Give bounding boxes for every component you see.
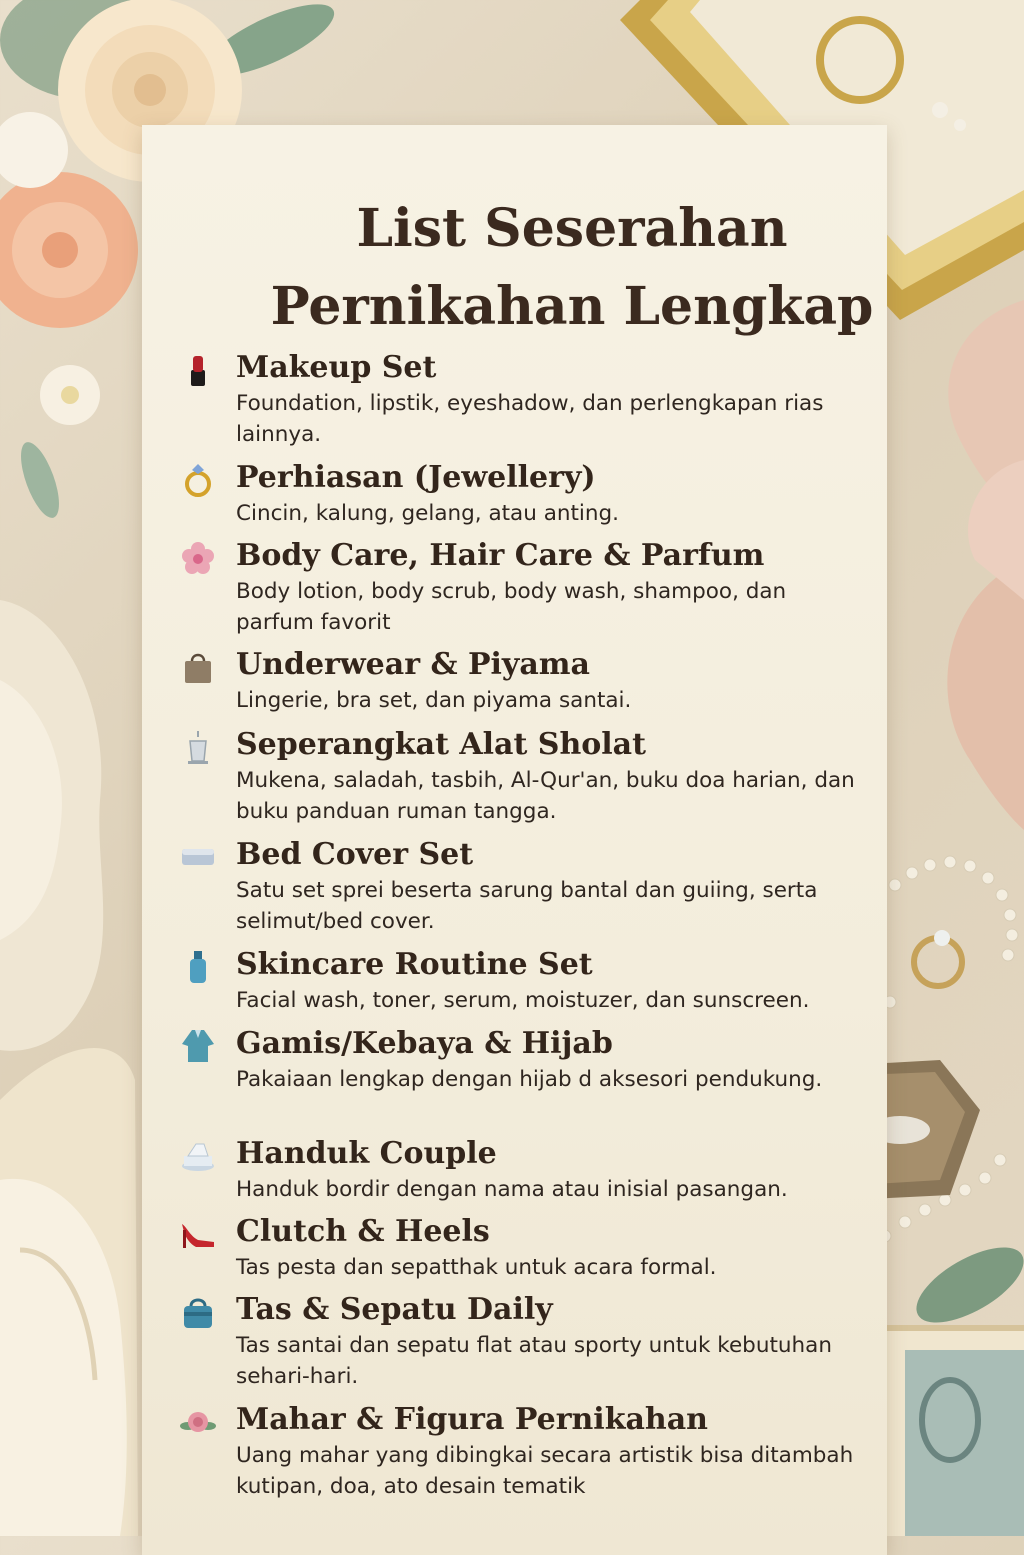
- item-title: Underwear & Piyama: [236, 647, 590, 682]
- bottle-icon: [178, 947, 218, 987]
- title-line-2: Pernikahan Lengkap: [270, 276, 874, 337]
- title-line-1: List Seserahan: [356, 198, 788, 259]
- towel-icon: [178, 1136, 218, 1176]
- item-description: Tas santai dan sepatu flat atau sporty untuk kebutuhan sehari-hari.: [236, 1333, 832, 1389]
- item-title: Mahar & Figura Pernikahan: [236, 1402, 708, 1437]
- cream-cloth: [0, 600, 103, 1051]
- item-title: Handuk Couple: [236, 1136, 497, 1171]
- gold-ring: [914, 930, 962, 986]
- item-title: Clutch & Heels: [236, 1214, 490, 1249]
- list-item-skincare: [178, 945, 868, 1024]
- rose-icon: [178, 1402, 218, 1442]
- item-title: Makeup Set: [236, 350, 437, 385]
- item-title: Body Care, Hair Care & Parfum: [236, 538, 765, 573]
- list-item-perhiasan: [178, 458, 868, 536]
- cream-heel-decoration: [0, 1048, 138, 1536]
- photo-frame: [880, 1328, 1024, 1536]
- page-title: [142, 190, 1002, 346]
- silk-ribbon: [947, 300, 1024, 830]
- dress-icon: [178, 1026, 218, 1066]
- item-title: Gamis/Kebaya & Hijab: [236, 1026, 613, 1061]
- bed-cover-icon: [178, 837, 218, 877]
- ring-icon: [178, 460, 218, 500]
- lipstick-icon: [178, 350, 218, 390]
- item-description: Uang mahar yang dibingkai secara artistik bisa ditambah kutipan, doa, ato desain tematik: [236, 1443, 854, 1499]
- bag-icon: [178, 647, 218, 687]
- list-item-alat-sholat: [178, 725, 868, 835]
- item-title: Seperangkat Alat Sholat: [236, 727, 646, 762]
- list-item-mahar-figura: [178, 1400, 868, 1540]
- list-item-body-care: [178, 536, 868, 645]
- seserahan-list: [178, 348, 868, 1540]
- item-description: Foundation, lipstik, eyeshadow, dan perlengkapan rias lainnya.: [236, 391, 824, 447]
- list-item-underwear: [178, 645, 868, 725]
- item-title: Tas & Sepatu Daily: [236, 1292, 553, 1327]
- list-item-clutch-heels: [178, 1212, 868, 1290]
- lantern-icon: [178, 727, 218, 767]
- item-description: Body lotion, body scrub, body wash, shampoo, dan parfum favorit: [236, 579, 787, 635]
- item-description: Tas pesta dan sepatthak untuk acara formal.: [236, 1255, 717, 1280]
- item-description: Pakaiaan lengkap dengan hijab d aksesori pendukung.: [236, 1067, 823, 1092]
- list-item-tas-sepatu: [178, 1290, 868, 1400]
- item-description: Handuk bordir dengan nama atau inisial pasangan.: [236, 1177, 788, 1202]
- flower-icon: [178, 538, 218, 578]
- heel-icon: [178, 1214, 218, 1254]
- list-item-bed-cover: [178, 835, 868, 945]
- item-description: Lingerie, bra set, dan piyama santai.: [236, 688, 632, 713]
- item-description: Cincin, kalung, gelang, atau anting.: [236, 501, 620, 526]
- list-item-makeup-set: [178, 348, 868, 458]
- list-item-handuk: [178, 1134, 868, 1212]
- item-description: Facial wash, toner, serum, moistuzer, dan sunscreen.: [236, 988, 810, 1013]
- handbag-icon: [178, 1292, 218, 1332]
- item-description: Mukena, saladah, tasbih, Al-Qur'an, buku doa harian, dan buku panduan ruman tangga.: [236, 768, 855, 824]
- item-title: Skincare Routine Set: [236, 947, 593, 982]
- item-title: Perhiasan (Jewellery): [236, 460, 596, 495]
- item-title: Bed Cover Set: [236, 837, 474, 872]
- item-description: Satu set sprei beserta sarung bantal dan guiing, serta selimut/bed cover.: [236, 878, 818, 934]
- list-item-gamis-kebaya: [178, 1024, 868, 1134]
